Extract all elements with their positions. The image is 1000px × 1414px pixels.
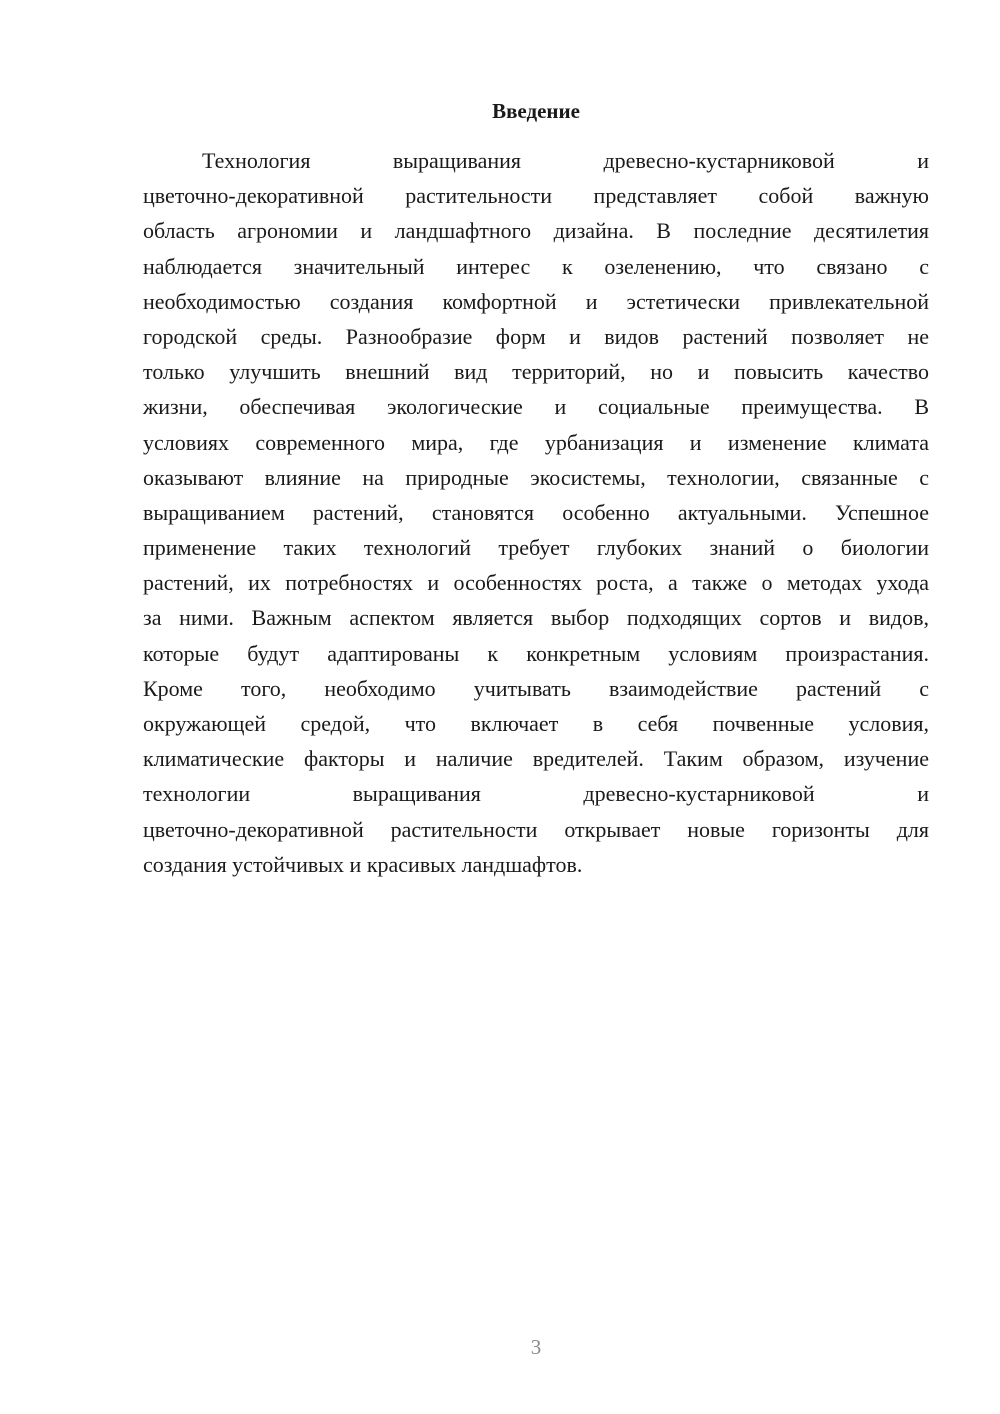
paragraph-line: применение таких технологий требует глубоких знаний о биологии <box>143 535 929 561</box>
paragraph-line: выращиванием растений, становятся особенно актуальными. Успешное <box>143 499 929 525</box>
page-number: 3 <box>530 1335 542 1359</box>
paragraph-line: технологии выращивания древесно-кустарниковой и <box>143 781 929 807</box>
paragraph-line: окружающей средой, что включает в себя почвенные условия, <box>143 711 929 736</box>
paragraph-line: необходимостью создания комфортной и эстетически привлекательной <box>143 288 929 314</box>
paragraph-line: жизни, обеспечивая экологические и социальные преимущества. В <box>143 394 929 420</box>
paragraph-line: которые будут адаптированы к конкретным условиям произрастания. <box>143 640 929 666</box>
paragraph-line: растений, их потребностях и особенностях роста, а также о методах ухода <box>143 570 929 596</box>
paragraph-line: городской среды. Разнообразие форм и видов растений позволяет не <box>143 323 929 349</box>
paragraph-line: Кроме того, необходимо учитывать взаимодействие растений с <box>143 675 929 701</box>
body-paragraph <box>143 143 929 882</box>
paragraph-line: за ними. Важным аспектом является выбор подходящих сортов и видов, <box>143 605 929 631</box>
paragraph-line: климатические факторы и наличие вредителей. Таким образом, изучение <box>143 746 929 772</box>
paragraph-line: область агрономии и ландшафтного дизайна. В последние десятилетия <box>143 218 929 244</box>
paragraph-line: только улучшить внешний вид территорий, но и повысить качество <box>143 359 929 385</box>
paragraph-line: создания устойчивых и красивых ландшафтов. <box>143 851 583 877</box>
paragraph-line: условиях современного мира, где урбанизация и изменение климата <box>143 429 929 455</box>
paragraph-line: Технология выращивания древесно-кустарниковой и <box>202 148 929 173</box>
paragraph-line: оказывают влияние на природные экосистемы, технологии, связанные с <box>143 464 929 490</box>
paragraph-line: наблюдается значительный интерес к озеленению, что связано с <box>143 253 929 279</box>
page-title: Введение <box>492 99 580 123</box>
paragraph-line: цветочно-декоративной растительности открывает новые горизонты для <box>143 816 929 842</box>
paragraph-line: цветочно-декоративной растительности представляет собой важную <box>143 183 929 209</box>
